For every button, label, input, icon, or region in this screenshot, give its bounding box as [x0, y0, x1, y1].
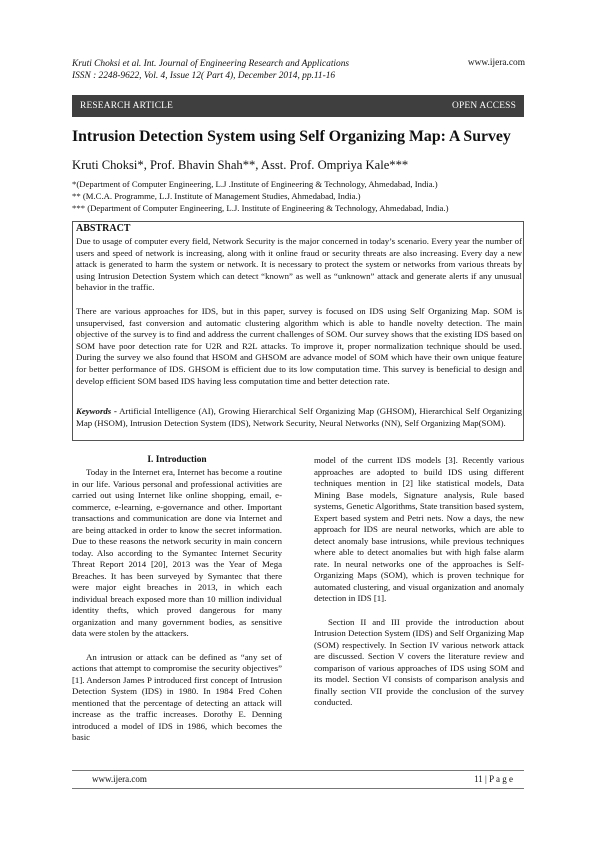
- open-access-label: OPEN ACCESS: [452, 101, 516, 111]
- affiliation-2: ** (M.C.A. Programme, L.J. Institute of Management Studies, Ahmedabad, India.): [72, 191, 361, 201]
- keywords: [76, 406, 522, 429]
- keywords-label: Keywords -: [76, 406, 117, 416]
- paper-title: Intrusion Detection System using Self Organizing Map: A Survey: [72, 128, 511, 145]
- footer-website[interactable]: www.ijera.com: [92, 774, 147, 784]
- research-article-label: RESEARCH ARTICLE: [80, 101, 174, 111]
- keywords-text: Artificial Intelligence (AI), Growing Hierarchical Self Organizing Map (GHSOM), Hierarchical Self Organizing Map (HSOM), Intrusion Detection System (IDS), Network Security, Neural Networks (NN), Self Organizing Map(SOM).: [76, 406, 522, 428]
- abstract-paragraph-1: Due to usage of computer every field, Network Security is the major concerned in today’s scenario. Every year the number of users and speed of network is increasing, along with it online fraud or security threats are also increasing. Every day a new attack is generated to harm the system or network. It is necessary to protect the system or networks from various threats by using Intrusion Detection System which can detect “known” as well as “unknown” attack and generate alerts if any unusual behavior in the traffic.: [76, 236, 522, 293]
- footer-rule-bottom: [72, 788, 524, 789]
- section-heading-introduction: I. Introduction: [147, 455, 207, 465]
- intro-paragraph-4: Section II and III provide the introduction about Intrusion Detection System (IDS) and Self Organizing Map (SOM) respectively. In Section IV various network attack are discussed. Section V covers the literature review and comparison of various approaches of IDS using SOM and its model. Section VI consists of comparison analysis and finally section VII provide the conclusion of the survey conducted.: [314, 616, 524, 707]
- left-column: [72, 467, 282, 744]
- intro-paragraph-1: Today in the Internet era, Internet has become a routine in our life. Various personal and professional activities are carried out using Internet like online shopping, email, e-commerce, e-learning, e-governance and other. Important transactions and communication are done via Internet and are being attacked in order to know the secret information. Due to these reasons the network security in main concern today. Also according to the Symantec Internet Security Threat Report 2014 [20], 2013 was the Year of Mega Breaches. It has been surveyed by Symantec that there were major eight breaches in 2013, in which each individual breach exposed more than 10 million individual identity thefts, which proved dangerous for many organization and many government bodies, as sensitive data were stolen by the attackers.: [72, 467, 282, 638]
- affiliation-3: *** (Department of Computer Engineering, L.J. Institute of Engineering & Technology, Ahmedabad, India.): [72, 203, 449, 213]
- abstract-heading: ABSTRACT: [76, 223, 131, 234]
- header-website[interactable]: www.ijera.com: [467, 58, 525, 68]
- journal-citation: [72, 58, 349, 82]
- journal-line-2: ISSN : 2248-9622, Vol. 4, Issue 12( Part 4), December 2014, pp.11-16: [72, 71, 336, 81]
- abstract-paragraph-2: There are various approaches for IDS, but in this paper, survey is focused on IDS using Self Organizing Map. SOM is unsupervised, fast conversion and automatic clustering algorithm which is able to handle novelty detection. The main objective of the survey is to find and address the current challenges of SOM. Our survey shows that the existing IDS based on SOM have poor detection rate for U2R and R2L attacks. To improve it, proper normalization technique should be used. During the survey we also found that HSOM and GHSOM are advance model of SOM which have their own unique feature for better performance of IDS. GHSOM is efficient due to its low computation time. This survey is beneficial to design and develop efficient SOM based IDS having less computation time and better detection rate.: [76, 306, 522, 386]
- affiliation-1: *(Department of Computer Engineering, L.J .Institute of Engineering & Technology, Ahmedabad, India.): [72, 179, 438, 189]
- author-list: Kruti Choksi*, Prof. Bhavin Shah**, Asst. Prof. Ompriya Kale***: [72, 158, 409, 172]
- page-number: 11 | P a g e: [474, 774, 513, 784]
- intro-paragraph-2: An intrusion or attack can be defined as “any set of actions that attempt to compromise the security objectives” [1]. Anderson James P introduced first concept of Intrusion Detection System (IDS) in 1980. In 1984 Fred Cohen mentioned that the percentage of detecting an attack will increase as the traffic increases. Dorothy E. Denning introduced a model of IDS in 1986, which becomes the basic: [72, 651, 282, 742]
- article-type-banner: [72, 95, 524, 117]
- intro-paragraph-3: model of the current IDS models [3]. Recently various approaches are adopted to build IDS using different techniques mention in [2] like statistical models, Data Mining Base models, Signature analysis, Rule based systems, Genetic Algorithms, State transition based system, Expert based system and Petri nets. Now a days, the new approach for IDS are neural networks, which are able to detect anomaly base intrusions, while previous techniques where able to detect anomalies but with high false alarm rate. In neural networks one of the approaches is Self-Organizing Maps (SOM), which is proven technique for automated clustering, and visual organization and anomaly detection in IDS [1].: [314, 455, 524, 603]
- journal-line-1: Kruti Choksi et al. Int. Journal of Engineering Research and Applications: [72, 59, 350, 69]
- footer-rule-top: [72, 770, 524, 771]
- right-column: [314, 455, 524, 709]
